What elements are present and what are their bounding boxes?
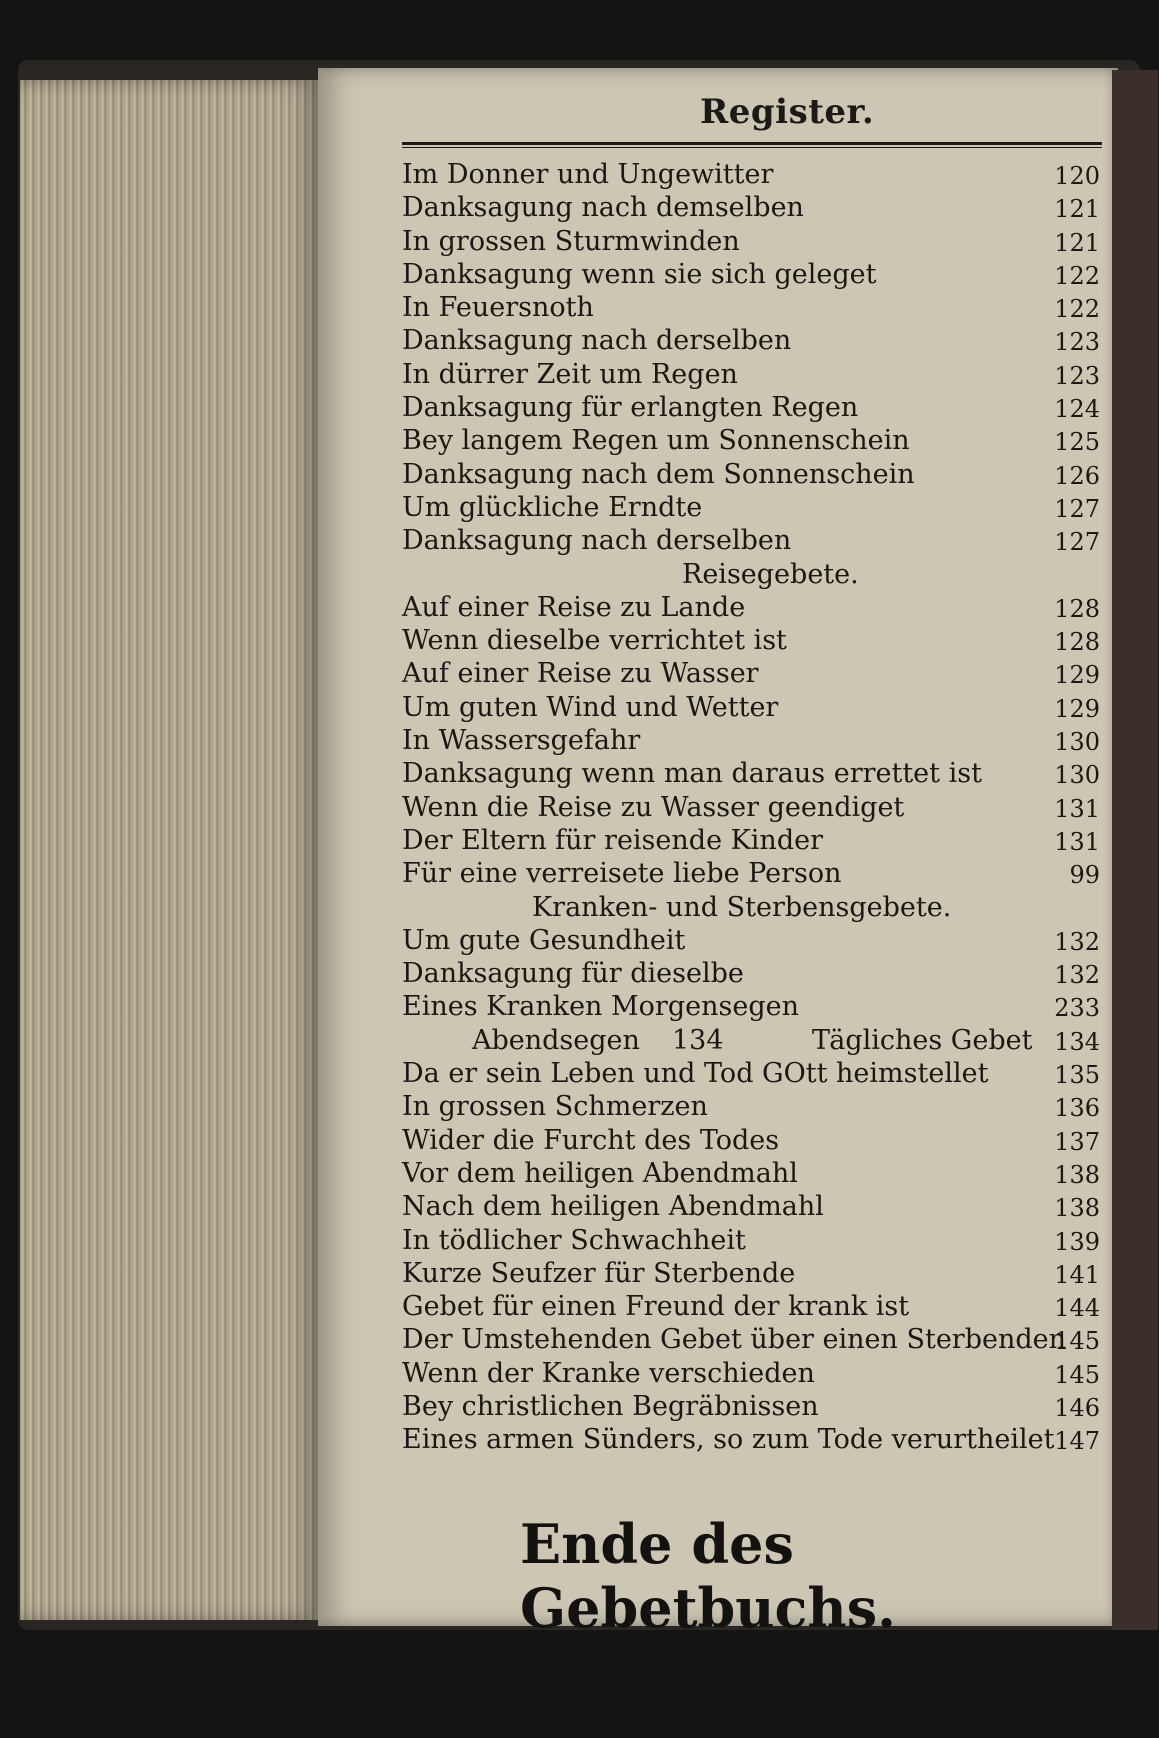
register-entry <box>402 1224 1102 1257</box>
register-entry <box>402 990 1102 1023</box>
entry-page-number: 233 <box>1054 994 1100 1023</box>
entry-page-number: 123 <box>1054 328 1100 357</box>
entry-title: Vor dem heiligen Abendmahl <box>402 1157 798 1189</box>
register-entry <box>402 1157 1102 1190</box>
entry-title: Kurze Seufzer für Sterbende <box>402 1257 796 1289</box>
entry-title: Nach dem heiligen Abendmahl <box>402 1191 824 1223</box>
entry-title: Danksagung wenn man daraus errettet ist <box>402 758 982 790</box>
entry-page-number: 130 <box>1054 728 1100 757</box>
register-list <box>402 158 1102 1457</box>
section-heading <box>402 891 1102 924</box>
entry-page-number: 122 <box>1054 261 1100 290</box>
header-rule <box>402 142 1102 148</box>
entry-page-number: 131 <box>1054 827 1100 856</box>
entry-title: Der Eltern für reisende Kinder <box>402 824 823 856</box>
entry-title: Um gute Gesundheit <box>402 924 686 956</box>
entry-page-number: 137 <box>1054 1127 1100 1156</box>
register-entry <box>402 1090 1102 1123</box>
entry-title: In tödlicher Schwachheit <box>402 1224 746 1256</box>
entry-title: Da er sein Leben und Tod GOtt heimstellet <box>402 1058 989 1090</box>
register-entry <box>402 424 1102 457</box>
register-entry <box>402 957 1102 990</box>
entry-title: Wenn die Reise zu Wasser geendiget <box>402 791 905 823</box>
entry-page-number: 136 <box>1054 1094 1100 1123</box>
register-entry <box>402 791 1102 824</box>
entry-title: In dürrer Zeit um Regen <box>402 358 738 390</box>
entry-page-number: 128 <box>1054 628 1100 657</box>
entry-title: In Wassersgefahr <box>402 725 641 757</box>
entry-page-number: 126 <box>1054 461 1100 490</box>
end-title: Ende des Gebetbuchs. <box>520 1512 896 1640</box>
entry-page-number: 132 <box>1054 961 1100 990</box>
entry-page-number: 138 <box>1054 1194 1100 1223</box>
entry-page-number: 124 <box>1054 395 1100 424</box>
entry-title: Danksagung wenn sie sich geleget <box>402 258 877 290</box>
page-title: Register. <box>700 92 875 132</box>
register-entry <box>402 191 1102 224</box>
entry-title: Wenn der Kranke verschieden <box>402 1357 815 1389</box>
section-heading <box>402 558 1102 591</box>
register-entry <box>402 258 1102 291</box>
register-entry <box>402 1190 1102 1223</box>
register-entry <box>402 158 1102 191</box>
entry-title: Auf einer Reise zu Lande <box>402 591 746 623</box>
register-entry <box>402 624 1102 657</box>
entry-title: Tägliches Gebet <box>812 1024 1033 1056</box>
entry-page-number: 145 <box>1054 1360 1100 1389</box>
entry-title: In grossen Sturmwinden <box>402 225 740 257</box>
entry-title: Danksagung für dieselbe <box>402 958 744 990</box>
register-entry <box>402 291 1102 324</box>
entry-title: In Feuersnoth <box>402 292 594 324</box>
register-entry <box>402 1357 1102 1390</box>
entry-title: Danksagung für erlangten Regen <box>402 392 859 424</box>
entry-page-number: 145 <box>1054 1327 1100 1356</box>
entry-page-number: 130 <box>1054 761 1100 790</box>
entry-title: Gebet für einen Freund der krank ist <box>402 1291 910 1323</box>
register-entry <box>402 1057 1102 1090</box>
entry-title: Auf einer Reise zu Wasser <box>402 658 759 690</box>
register-entry <box>402 824 1102 857</box>
entry-page-number: 132 <box>1054 927 1100 956</box>
entry-page-number: 135 <box>1054 1061 1100 1090</box>
entry-page-number: 129 <box>1054 694 1100 723</box>
entry-title: Bey langem Regen um Sonnenschein <box>402 425 910 457</box>
register-entry <box>402 358 1102 391</box>
entry-page-number: 121 <box>1054 228 1100 257</box>
register-entry <box>402 391 1102 424</box>
entry-title: Für eine verreisete liebe Person <box>402 858 842 890</box>
entry-inline-page: 134 <box>672 1024 724 1056</box>
entry-title: Eines armen Sünders, so zum Tode verurtheilet <box>402 1424 1055 1456</box>
register-entry <box>402 591 1102 624</box>
entry-title: Wenn dieselbe verrichtet ist <box>402 625 787 657</box>
entry-page-number: 122 <box>1054 295 1100 324</box>
register-entry <box>402 657 1102 690</box>
entry-title: Danksagung nach dem Sonnenschein <box>402 458 915 490</box>
entry-title: Danksagung nach derselben <box>402 525 792 557</box>
register-entry <box>402 1257 1102 1290</box>
register-entry <box>402 691 1102 724</box>
register-entry <box>402 491 1102 524</box>
entry-page-number: 123 <box>1054 361 1100 390</box>
entry-title: Danksagung nach demselben <box>402 192 804 224</box>
entry-title: Bey christlichen Begräbnissen <box>402 1390 819 1422</box>
register-entry <box>402 724 1102 757</box>
entry-title: Um guten Wind und Wetter <box>402 691 779 723</box>
entry-page-number: 144 <box>1054 1294 1100 1323</box>
entry-page-number: 121 <box>1054 195 1100 224</box>
entry-page-number: 125 <box>1054 428 1100 457</box>
entry-title: Im Donner und Ungewitter <box>402 159 774 190</box>
register-entry <box>402 1323 1102 1356</box>
entry-page-number: 138 <box>1054 1160 1100 1189</box>
register-entry <box>402 1390 1102 1423</box>
register-entry <box>402 1423 1102 1456</box>
entry-page-number: 141 <box>1054 1260 1100 1289</box>
section-heading-label: Kranken- und Sterbensgebete. <box>532 891 952 923</box>
entry-title: In grossen Schmerzen <box>402 1091 708 1123</box>
entry-title: Der Umstehenden Gebet über einen Sterbenden <box>402 1324 1067 1356</box>
book-binding <box>1112 70 1158 1630</box>
entry-title: Danksagung nach derselben <box>402 325 792 357</box>
register-entry <box>402 857 1102 890</box>
register-entry <box>402 458 1102 491</box>
register-entry <box>402 1124 1102 1157</box>
entry-page-number: 134 <box>1054 1027 1100 1056</box>
register-entry <box>402 524 1102 557</box>
entry-page-number: 131 <box>1054 794 1100 823</box>
entry-page-number: 120 <box>1054 162 1100 190</box>
section-heading-label: Reisegebete. <box>682 558 859 590</box>
entry-title: Um glückliche Erndte <box>402 491 703 523</box>
entry-page-number: 127 <box>1054 494 1100 523</box>
register-entry <box>402 225 1102 258</box>
register-entry <box>402 757 1102 790</box>
entry-title: Abendsegen <box>472 1024 640 1056</box>
entry-page-number: 99 <box>1069 861 1100 890</box>
register-entry <box>402 324 1102 357</box>
entry-title: Wider die Furcht des Todes <box>402 1124 780 1156</box>
entry-page-number: 127 <box>1054 528 1100 557</box>
entry-page-number: 139 <box>1054 1227 1100 1256</box>
entry-page-number: 128 <box>1054 594 1100 623</box>
entry-page-number: 147 <box>1054 1427 1100 1456</box>
entry-title: Eines Kranken Morgensegen <box>402 991 799 1023</box>
entry-page-number: 146 <box>1054 1393 1100 1422</box>
register-entry <box>402 1290 1102 1323</box>
page-edges <box>20 80 320 1620</box>
register-entry <box>402 1024 1102 1057</box>
entry-page-number: 129 <box>1054 661 1100 690</box>
register-entry <box>402 924 1102 957</box>
